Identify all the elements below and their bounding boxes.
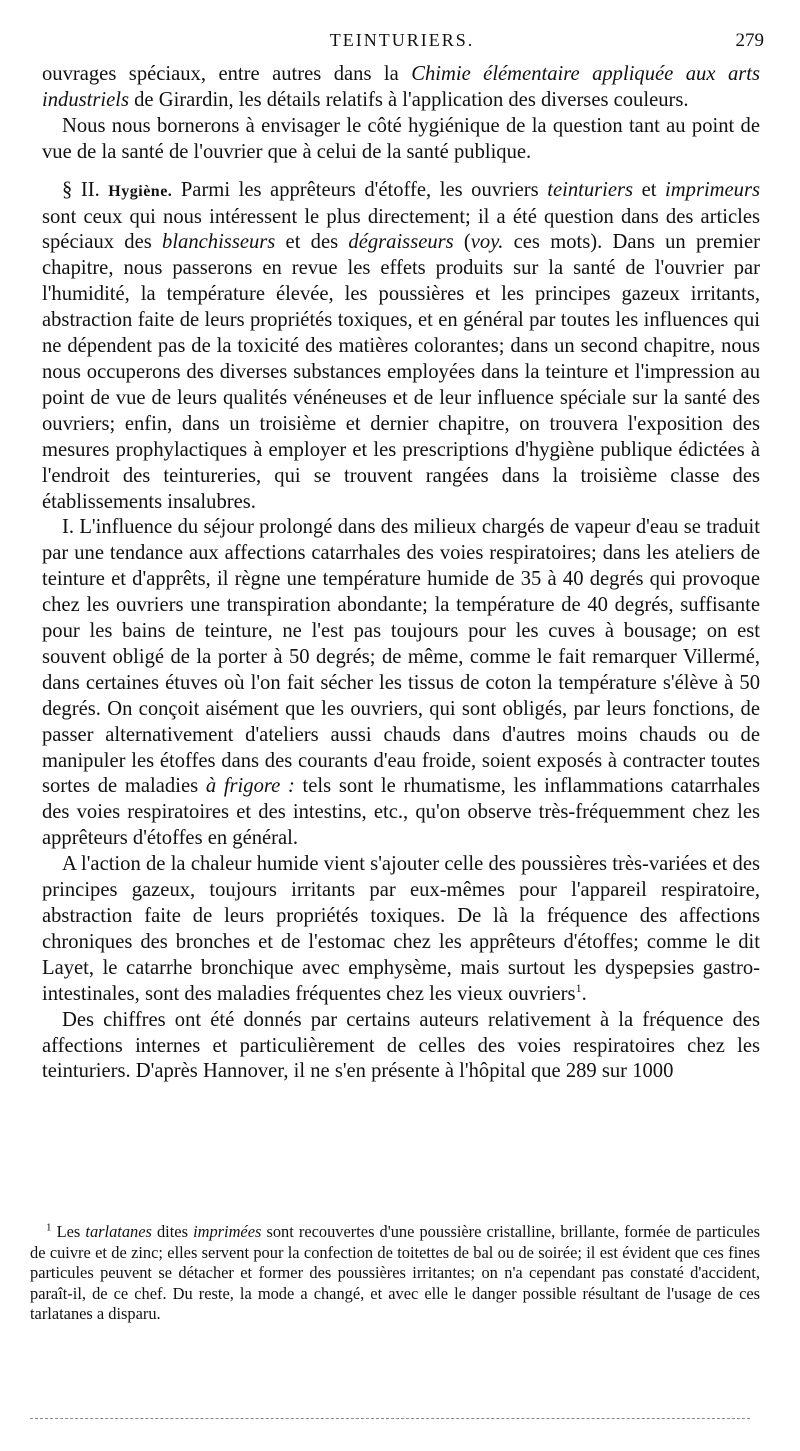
page-number: 279 <box>735 30 764 51</box>
paragraph-continued <box>42 62 760 114</box>
text-run: ouvrages spéciaux, entre autres dans la <box>42 63 412 85</box>
book-title: Chimie élémentaire appliquée aux arts industriels <box>42 63 760 111</box>
text-run: I. L'influence du séjour prolongé dans des milieux chargés de vapeur d'eau se traduit par une tendance aux affections catarrhales des voies respiratoires; dans les ateliers de teinture et d'apprêts, il règne une température humide de 35 à 40 degrés qui provoque chez les ouvriers une transpiration abondante; la température de 40 degrés, suffisante pour les bains de teinture, ne l'est pas toujours pour les cuves à bousage; on est souvent obligé de la porter à 50 degrés; de même, comme le fait remarquer Villermé, dans certaines étuves où l'on fait sécher les tissus de coton la température s'élève à 50 degrés. On conçoit aisément que les ouvriers, qui sont obligés, par leurs fonctions, de passer alternativement d'ateliers aussi chauds dans d'autres moins chauds ou de manipuler les étoffes dans des courants d'eau froide, soient exposés à contracter toutes sortes de maladies <box>42 516 760 798</box>
emphasis: dégraisseurs <box>348 231 454 254</box>
text-run: dites <box>151 1222 194 1241</box>
text-run: Les <box>51 1222 86 1241</box>
text-run: de Girardin, les détails relatifs à l'application des diverses couleurs. <box>128 88 689 111</box>
section-title: Hygiène. <box>108 182 173 200</box>
footnote-ref: 1 <box>575 980 582 995</box>
emphasis: tarlatanes <box>85 1222 152 1241</box>
emphasis: blanchisseurs <box>162 231 276 254</box>
text-run: tels sont le rhumatisme, les inflammations catarrhales des voies respiratoires et des intestins, etc., qu'on observe très-fréquemment chez les apprêteurs d'étoffes en général. <box>42 775 760 850</box>
footnote-mark: 1 <box>46 1221 52 1234</box>
text-run: sont recouvertes d'une poussière cristalline, brillante, formée de particules de cuivre et de zinc; elles servent pour la confection de toitettes de bal ou de soirée; il est évident que ces fines particules peuvent se détacher et former des poussières irritantes; on n'a cependant pas constaté d'accident, paraît-il, de ce chef. Du reste, la mode a changé, et avec elle le danger possible résultant de l'usage de ces tarlatanes a disparu. <box>30 1222 760 1323</box>
emphasis: voy. <box>470 231 504 254</box>
emphasis: imprimées <box>193 1222 262 1241</box>
bottom-divider <box>30 1418 750 1419</box>
body-text <box>42 62 760 1085</box>
section-number: § II. <box>62 178 100 201</box>
paragraph: Des chiffres ont été donnés par certains auteurs relativement à la fréquence des affections internes et particulièrement de celles des voies respiratoires chez les teinturiers. D'après Hannover, il ne s'en présente à l'hôpital que 289 sur 1000 <box>42 1008 760 1083</box>
emphasis: à frigore : <box>205 775 295 798</box>
text-run: et <box>633 178 666 201</box>
footnote <box>30 1222 760 1325</box>
text-run: ( <box>453 231 471 254</box>
section-paragraph <box>42 178 760 516</box>
text-run: et des <box>275 231 349 254</box>
emphasis: teinturiers <box>547 178 634 201</box>
text-run: sont ceux qui nous intéressent le plus directement; il a été question dans des articles spéciaux des <box>42 205 760 254</box>
running-title: TEINTURIERS. <box>329 30 475 50</box>
text-run: Parmi les apprêteurs d'étoffe, les ouvriers <box>172 178 548 201</box>
text-run: A l'action de la chaleur humide vient s'ajouter celle des poussières très-variées et des principes gazeux, toujours irritants par eux-mêmes pour l'appareil respiratoire, abstraction faite de leurs propriétés toxiques. De là la fréquence des affections chroniques des bronches et de l'estomac chez les apprêteurs d'étoffes; comme le dit Layet, le catarrhe bronchique avec emphysème, mais surtout les dyspepsies gastro-intestinales, sont des maladies fréquentes chez les vieux ouvriers <box>42 853 760 1005</box>
footnote-text <box>30 1222 760 1325</box>
paragraph <box>42 852 760 1007</box>
paragraph: Nous nous bornerons à envisager le côté hygiénique de la question tant au point de vue de la santé de l'ouvrier que à celui de la santé publique. <box>42 114 760 163</box>
emphasis: imprimeurs <box>665 178 761 201</box>
page-header <box>40 30 764 56</box>
text-run: ces mots). Dans un premier chapitre, nous passerons en revue les effets produits sur la santé de l'ouvrier par l'humidité, la température élevée, les poussières et les principes gazeux irritants, abstraction faite de leurs propriétés toxiques, et en général par toutes les influences qui ne dépendent pas de la toxicité des matières colorantes; dans un second chapitre, nous nous occuperons des diverses substances employées dans la teinture et l'impression au point de vue de leurs qualités vénéneuses et de leur influence spéciale sur la santé des ouvriers; enfin, dans un troisième et dernier chapitre, on trouvera l'exposition des mesures prophylactiques à employer et les prescriptions d'hygiène publique édictées à l'endroit des teintureries, qui se trouvent rangées dans la troisième classe des établissements insalubres. <box>42 231 761 513</box>
paragraph <box>42 515 760 852</box>
text-run: . <box>581 982 587 1005</box>
